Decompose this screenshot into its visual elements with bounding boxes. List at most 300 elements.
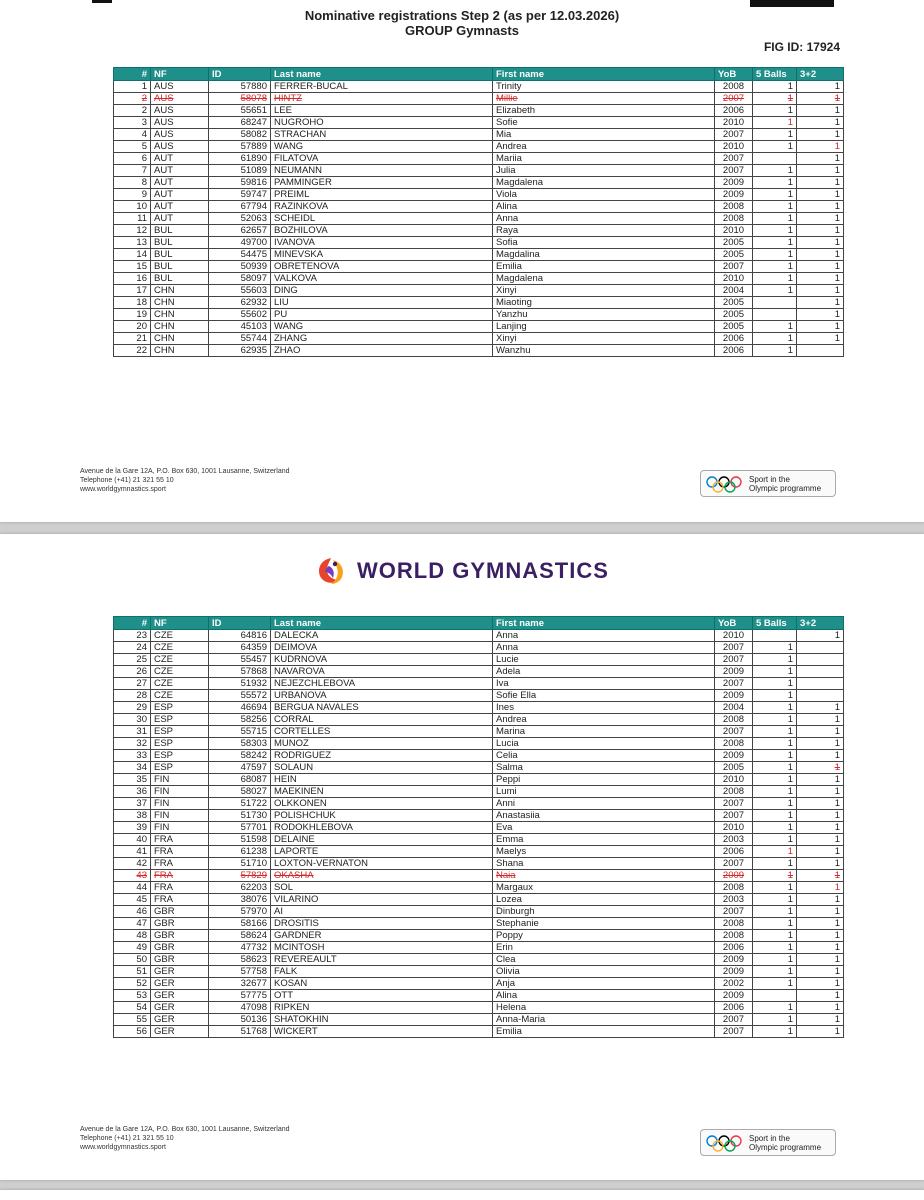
cell-id: 55602 <box>209 309 271 321</box>
column-header: 5 Balls <box>753 617 797 630</box>
cell-nf: BUL <box>151 249 209 261</box>
cell-balls: 1 <box>753 261 797 273</box>
table-row <box>114 309 844 321</box>
cell-id: 51768 <box>209 1026 271 1038</box>
cell-id: 55603 <box>209 285 271 297</box>
cell-yob: 2008 <box>715 738 753 750</box>
cell-last: BOZHILOVA <box>271 225 493 237</box>
table-row <box>114 345 844 357</box>
cell-tp: 1 <box>797 798 844 810</box>
table-row <box>114 1014 844 1026</box>
cell-nf: FRA <box>151 882 209 894</box>
registrations-table <box>113 67 844 357</box>
table-row <box>114 786 844 798</box>
table-row <box>114 261 844 273</box>
cell-first: Lanjing <box>493 321 715 333</box>
cell-last: VILARINO <box>271 894 493 906</box>
column-header: 3+2 <box>797 68 844 81</box>
table-row <box>114 165 844 177</box>
cell-no: 9 <box>114 189 151 201</box>
cell-first: Sofia <box>493 237 715 249</box>
cell-no: 15 <box>114 261 151 273</box>
cell-id: 50939 <box>209 261 271 273</box>
cell-first: Sofie <box>493 117 715 129</box>
cell-id: 55715 <box>209 726 271 738</box>
cell-last: DALECKA <box>271 630 493 642</box>
cell-tp: 1 <box>797 81 844 93</box>
cell-tp: 1 <box>797 333 844 345</box>
cell-first: Elizabeth <box>493 105 715 117</box>
table-row <box>114 774 844 786</box>
cell-id: 46694 <box>209 702 271 714</box>
cell-last: SHATOKHIN <box>271 1014 493 1026</box>
cell-tp <box>797 666 844 678</box>
cell-yob: 2008 <box>715 882 753 894</box>
column-header: First name <box>493 617 715 630</box>
gymnast-emblem-icon <box>315 556 347 586</box>
cell-first: Xinyi <box>493 333 715 345</box>
cell-id: 58097 <box>209 273 271 285</box>
cell-first: Anna <box>493 642 715 654</box>
cell-balls: 1 <box>753 201 797 213</box>
table-row <box>114 846 844 858</box>
cell-yob: 2010 <box>715 117 753 129</box>
cell-last: KUDRNOVA <box>271 654 493 666</box>
cell-last: OBRETENOVA <box>271 261 493 273</box>
telephone-line: Telephone (+41) 21 321 55 10 <box>80 1135 174 1142</box>
cell-id: 58078 <box>209 93 271 105</box>
cell-yob: 2009 <box>715 966 753 978</box>
cell-first: Andrea <box>493 714 715 726</box>
cell-tp: 1 <box>797 153 844 165</box>
cell-yob: 2007 <box>715 726 753 738</box>
column-header: Last name <box>271 617 493 630</box>
cell-no: 28 <box>114 690 151 702</box>
cell-nf: FRA <box>151 834 209 846</box>
cell-no: 26 <box>114 666 151 678</box>
cell-tp: 1 <box>797 714 844 726</box>
table-row <box>114 750 844 762</box>
column-header: YoB <box>715 68 753 81</box>
cell-nf: AUS <box>151 105 209 117</box>
logo-text: WORLD GYMNASTICS <box>357 558 609 583</box>
cell-balls: 1 <box>753 273 797 285</box>
cell-first: Poppy <box>493 930 715 942</box>
cell-balls: 1 <box>753 738 797 750</box>
cell-no: 4 <box>114 129 151 141</box>
registrations-table <box>113 616 844 1038</box>
cell-first: Shana <box>493 858 715 870</box>
cell-last: RODRIGUEZ <box>271 750 493 762</box>
cell-first: Yanzhu <box>493 309 715 321</box>
registrations-subtitle: GROUP Gymnasts <box>405 23 519 38</box>
cell-tp: 1 <box>797 846 844 858</box>
cell-first: Mia <box>493 129 715 141</box>
cell-yob: 2006 <box>715 1002 753 1014</box>
cell-no: 3 <box>114 117 151 129</box>
cell-tp: 1 <box>797 726 844 738</box>
cell-id: 58256 <box>209 714 271 726</box>
cell-yob: 2006 <box>715 942 753 954</box>
cell-yob: 2005 <box>715 237 753 249</box>
column-header: Last name <box>271 68 493 81</box>
table-row <box>114 285 844 297</box>
cell-nf: CZE <box>151 654 209 666</box>
cell-nf: GBR <box>151 942 209 954</box>
table-row <box>114 822 844 834</box>
cell-balls: 1 <box>753 165 797 177</box>
cell-no: 33 <box>114 750 151 762</box>
cell-yob: 2010 <box>715 141 753 153</box>
cell-first: Anja <box>493 978 715 990</box>
cell-nf: ESP <box>151 702 209 714</box>
cell-id: 67794 <box>209 201 271 213</box>
cell-yob: 2007 <box>715 858 753 870</box>
cell-balls: 1 <box>753 678 797 690</box>
cell-tp: 1 <box>797 894 844 906</box>
cell-nf: CHN <box>151 333 209 345</box>
cell-no: 13 <box>114 237 151 249</box>
cell-balls: 1 <box>753 237 797 249</box>
cell-yob: 2007 <box>715 93 753 105</box>
cell-id: 68087 <box>209 774 271 786</box>
cell-tp: 1 <box>797 189 844 201</box>
cell-first: Dinburgh <box>493 906 715 918</box>
cell-last: CORTELLES <box>271 726 493 738</box>
cell-id: 57889 <box>209 141 271 153</box>
cell-tp: 1 <box>797 321 844 333</box>
cell-id: 49700 <box>209 237 271 249</box>
cell-tp: 1 <box>797 858 844 870</box>
cell-yob: 2005 <box>715 321 753 333</box>
cell-last: LOXTON-VERNATON <box>271 858 493 870</box>
column-header: YoB <box>715 617 753 630</box>
cell-first: Emma <box>493 834 715 846</box>
cell-first: Emilia <box>493 261 715 273</box>
cell-balls: 1 <box>753 1026 797 1038</box>
table-row <box>114 798 844 810</box>
table-row <box>114 237 844 249</box>
cell-tp: 1 <box>797 225 844 237</box>
cell-nf: AUT <box>151 201 209 213</box>
cell-no: 1 <box>114 81 151 93</box>
cell-id: 55744 <box>209 333 271 345</box>
cell-nf: GER <box>151 978 209 990</box>
cell-tp <box>797 654 844 666</box>
table-row <box>114 726 844 738</box>
cell-balls: 1 <box>753 654 797 666</box>
cell-no: 41 <box>114 846 151 858</box>
table-row <box>114 966 844 978</box>
cell-yob: 2005 <box>715 762 753 774</box>
table-row <box>114 918 844 930</box>
column-header: First name <box>493 68 715 81</box>
cell-last: POLISHCHUK <box>271 810 493 822</box>
cell-yob: 2006 <box>715 105 753 117</box>
cell-last: REVEREAULT <box>271 954 493 966</box>
cell-yob: 2009 <box>715 690 753 702</box>
table-row <box>114 690 844 702</box>
cell-last: ZHAO <box>271 345 493 357</box>
cell-id: 51722 <box>209 798 271 810</box>
cell-last: VALKOVA <box>271 273 493 285</box>
cell-nf: FIN <box>151 810 209 822</box>
cell-balls: 1 <box>753 894 797 906</box>
cell-no: 51 <box>114 966 151 978</box>
cell-balls <box>753 153 797 165</box>
cell-last: URBANOVA <box>271 690 493 702</box>
cell-first: Anna <box>493 630 715 642</box>
cell-nf: AUS <box>151 93 209 105</box>
cell-id: 47732 <box>209 942 271 954</box>
cell-no: 39 <box>114 822 151 834</box>
cell-first: Lozea <box>493 894 715 906</box>
cell-tp: 1 <box>797 954 844 966</box>
cell-tp: 1 <box>797 834 844 846</box>
cell-first: Clea <box>493 954 715 966</box>
cell-id: 61238 <box>209 846 271 858</box>
cell-balls: 1 <box>753 141 797 153</box>
cell-first: Mariia <box>493 153 715 165</box>
cell-first: Lumi <box>493 786 715 798</box>
cell-yob: 2007 <box>715 129 753 141</box>
cell-first: Raya <box>493 225 715 237</box>
cell-first: Stephanie <box>493 918 715 930</box>
table-row <box>114 1026 844 1038</box>
cell-no: 52 <box>114 978 151 990</box>
cell-yob: 2004 <box>715 702 753 714</box>
cell-balls: 1 <box>753 333 797 345</box>
cell-balls <box>753 990 797 1002</box>
cell-first: Alina <box>493 201 715 213</box>
cell-nf: BUL <box>151 237 209 249</box>
cell-yob: 2009 <box>715 954 753 966</box>
cell-yob: 2010 <box>715 822 753 834</box>
cell-last: OLKKONEN <box>271 798 493 810</box>
cell-no: 24 <box>114 642 151 654</box>
cell-first: Ines <box>493 702 715 714</box>
cell-yob: 2005 <box>715 249 753 261</box>
cell-nf: CHN <box>151 309 209 321</box>
cell-id: 62935 <box>209 345 271 357</box>
cell-nf: AUS <box>151 129 209 141</box>
cell-last: RAZINKOVA <box>271 201 493 213</box>
cell-nf: GER <box>151 1002 209 1014</box>
cell-id: 58303 <box>209 738 271 750</box>
cell-last: LEE <box>271 105 493 117</box>
cell-no: 10 <box>114 201 151 213</box>
table-row <box>114 762 844 774</box>
cell-tp: 1 <box>797 141 844 153</box>
cell-tp: 1 <box>797 129 844 141</box>
cell-balls <box>753 630 797 642</box>
cell-id: 57701 <box>209 822 271 834</box>
cell-last: CORRAL <box>271 714 493 726</box>
cell-no: 6 <box>114 153 151 165</box>
cell-tp: 1 <box>797 1014 844 1026</box>
cell-last: RODOKHLEBOVA <box>271 822 493 834</box>
cell-tp: 1 <box>797 762 844 774</box>
cell-id: 64359 <box>209 642 271 654</box>
cell-id: 58082 <box>209 129 271 141</box>
cell-first: Adela <box>493 666 715 678</box>
cell-nf: ESP <box>151 714 209 726</box>
cell-nf: CHN <box>151 285 209 297</box>
address-block <box>80 467 290 494</box>
table-row <box>114 642 844 654</box>
cell-tp: 1 <box>797 786 844 798</box>
cell-id: 64816 <box>209 630 271 642</box>
cell-id: 57880 <box>209 81 271 93</box>
cell-no: 43 <box>114 870 151 882</box>
cell-first: Peppi <box>493 774 715 786</box>
cell-yob: 2006 <box>715 345 753 357</box>
document-page-3 <box>0 1190 924 1200</box>
cell-tp: 1 <box>797 261 844 273</box>
cell-first: Magdalena <box>493 273 715 285</box>
cell-balls: 1 <box>753 666 797 678</box>
cell-nf: AUT <box>151 165 209 177</box>
cell-no: 17 <box>114 285 151 297</box>
cell-tp: 1 <box>797 117 844 129</box>
cell-nf: FRA <box>151 870 209 882</box>
cell-balls: 1 <box>753 930 797 942</box>
cell-id: 47597 <box>209 762 271 774</box>
cell-id: 58242 <box>209 750 271 762</box>
cell-balls: 1 <box>753 1014 797 1026</box>
cell-yob: 2007 <box>715 261 753 273</box>
cell-first: Margaux <box>493 882 715 894</box>
cell-tp: 1 <box>797 978 844 990</box>
cell-balls: 1 <box>753 177 797 189</box>
cell-id: 51710 <box>209 858 271 870</box>
cell-balls: 1 <box>753 942 797 954</box>
cell-balls: 1 <box>753 213 797 225</box>
cell-tp: 1 <box>797 930 844 942</box>
cell-balls: 1 <box>753 726 797 738</box>
cell-last: SOL <box>271 882 493 894</box>
cell-nf: FRA <box>151 894 209 906</box>
cell-no: 44 <box>114 882 151 894</box>
table-row <box>114 978 844 990</box>
cell-no: 12 <box>114 225 151 237</box>
cell-balls: 1 <box>753 189 797 201</box>
cell-tp: 1 <box>797 309 844 321</box>
cell-yob: 2003 <box>715 834 753 846</box>
cell-first: Julia <box>493 165 715 177</box>
column-header: 5 Balls <box>753 68 797 81</box>
cell-last: SCHEIDL <box>271 213 493 225</box>
olympic-text-line: Olympic programme <box>749 483 822 493</box>
table-row <box>114 129 844 141</box>
cell-tp: 1 <box>797 990 844 1002</box>
cell-no: 47 <box>114 918 151 930</box>
cell-no: 2 <box>114 105 151 117</box>
table-row <box>114 666 844 678</box>
cell-last: IVANOVA <box>271 237 493 249</box>
cell-tp: 1 <box>797 966 844 978</box>
cell-balls: 1 <box>753 702 797 714</box>
cell-tp: 1 <box>797 906 844 918</box>
cell-first: Marina <box>493 726 715 738</box>
cell-tp: 1 <box>797 942 844 954</box>
cell-nf: ESP <box>151 726 209 738</box>
cell-yob: 2007 <box>715 1026 753 1038</box>
column-header: NF <box>151 617 209 630</box>
cell-no: 20 <box>114 321 151 333</box>
cell-id: 55651 <box>209 105 271 117</box>
cell-balls: 1 <box>753 105 797 117</box>
cell-nf: FIN <box>151 798 209 810</box>
cell-yob: 2008 <box>715 714 753 726</box>
cell-nf: CZE <box>151 666 209 678</box>
cell-no: 32 <box>114 738 151 750</box>
cell-tp: 1 <box>797 165 844 177</box>
cell-id: 45103 <box>209 321 271 333</box>
cell-id: 62657 <box>209 225 271 237</box>
cell-last: FALK <box>271 966 493 978</box>
cell-tp: 1 <box>797 630 844 642</box>
cell-yob: 2003 <box>715 894 753 906</box>
table-row <box>114 858 844 870</box>
cell-tp: 1 <box>797 882 844 894</box>
fig-id: FIG ID: 17924 <box>763 40 840 54</box>
cell-balls: 1 <box>753 954 797 966</box>
cell-no: 49 <box>114 942 151 954</box>
cell-nf: CHN <box>151 345 209 357</box>
cell-balls: 1 <box>753 285 797 297</box>
cell-last: DELAINE <box>271 834 493 846</box>
cell-last: MUNOZ <box>271 738 493 750</box>
cell-nf: GBR <box>151 954 209 966</box>
address-line: Avenue de la Gare 12A, P.O. Box 630, 1001 Lausanne, Switzerland <box>80 1126 290 1133</box>
cell-id: 57775 <box>209 990 271 1002</box>
cell-last: PU <box>271 309 493 321</box>
cell-last: BERGUA NAVALES <box>271 702 493 714</box>
cell-yob: 2007 <box>715 654 753 666</box>
cell-first: Eva <box>493 822 715 834</box>
cell-id: 62203 <box>209 882 271 894</box>
cell-yob: 2009 <box>715 870 753 882</box>
cell-nf: ESP <box>151 762 209 774</box>
cell-last: WICKERT <box>271 1026 493 1038</box>
cell-no: 50 <box>114 954 151 966</box>
telephone-line: Telephone (+41) 21 321 55 10 <box>80 477 174 484</box>
cell-balls: 1 <box>753 858 797 870</box>
table-row <box>114 141 844 153</box>
page-title <box>0 8 924 38</box>
cell-yob: 2009 <box>715 990 753 1002</box>
cell-nf: FIN <box>151 786 209 798</box>
cell-tp: 1 <box>797 750 844 762</box>
cell-nf: AUT <box>151 213 209 225</box>
cell-balls: 1 <box>753 249 797 261</box>
table-row <box>114 630 844 642</box>
table-row <box>114 249 844 261</box>
column-header: ID <box>209 68 271 81</box>
cell-nf: AUT <box>151 189 209 201</box>
cell-no: 31 <box>114 726 151 738</box>
table-row <box>114 189 844 201</box>
cell-yob: 2010 <box>715 273 753 285</box>
table-row <box>114 153 844 165</box>
cell-yob: 2007 <box>715 678 753 690</box>
cell-tp: 1 <box>797 918 844 930</box>
cell-id: 57868 <box>209 666 271 678</box>
cell-id: 55457 <box>209 654 271 666</box>
cell-no: 2 <box>114 93 151 105</box>
cell-nf: AUT <box>151 177 209 189</box>
